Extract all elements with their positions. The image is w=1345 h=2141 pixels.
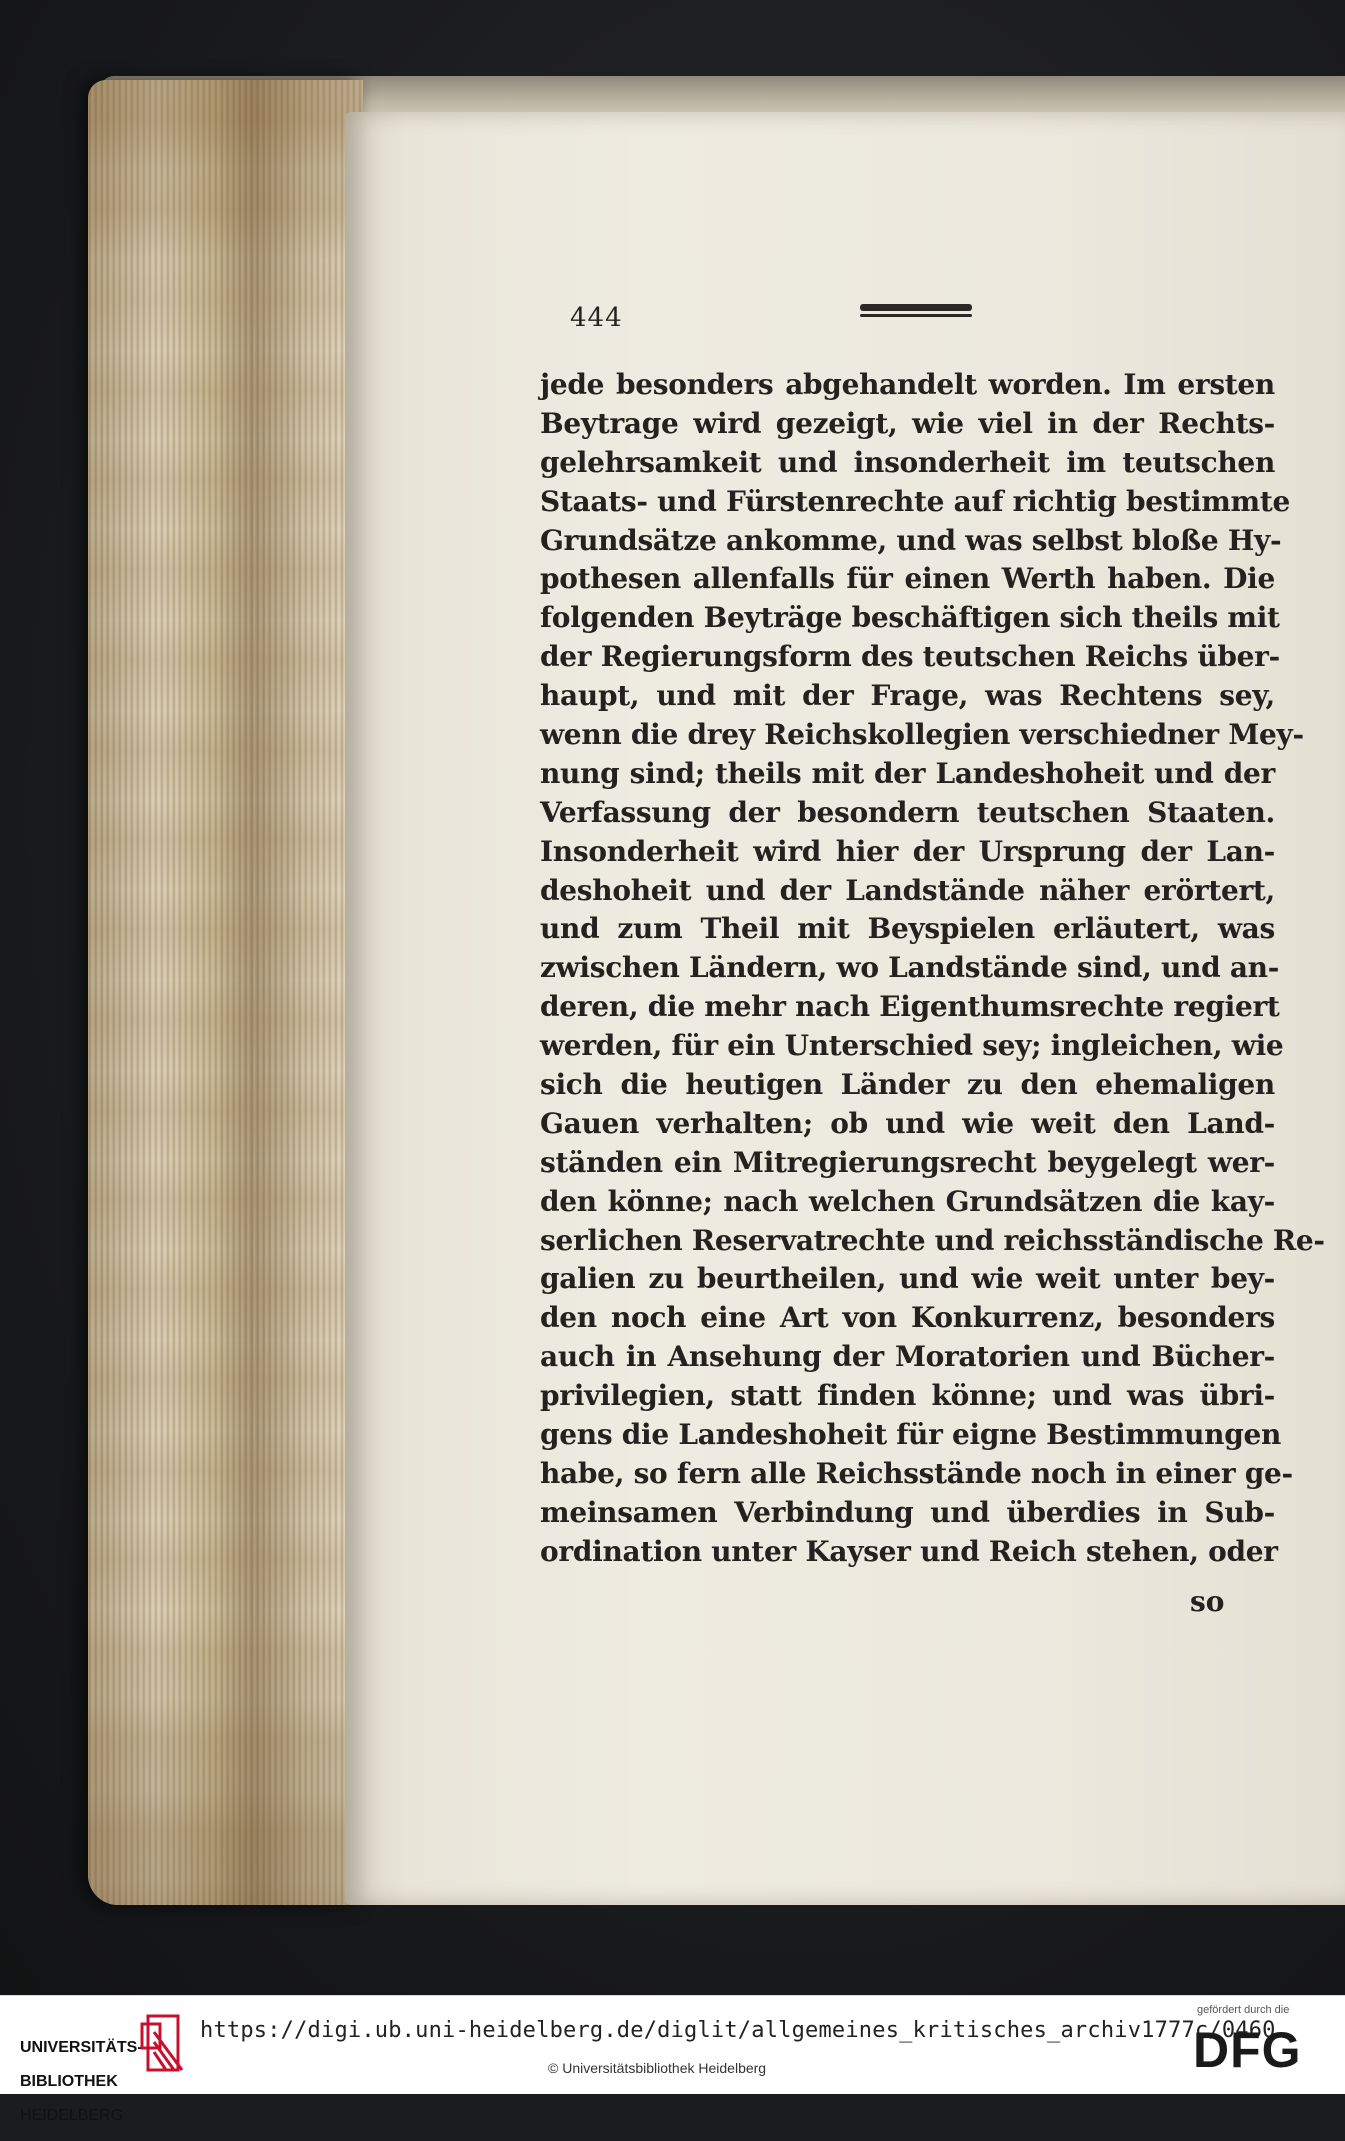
text-line: werden, für ein Unterschied sey; ingleichen, wie [540,1029,1284,1063]
permalink-url[interactable]: https://digi.ub.uni-heidelberg.de/diglit/allgemeines_kritisches_archiv1777c/0460 [200,2018,1276,2043]
funded-by-label: gefördert durch die [1197,2004,1290,2016]
library-name-line3: HEIDELBERG [20,2107,124,2124]
text-line: zwischen Ländern, wo Landstände sind, und an- [540,951,1280,985]
page-body-text [540,366,1325,1572]
text-line: nung sind; theils mit der Landeshoheit und der [540,756,1275,790]
catchword: so [1190,1585,1225,1618]
text-line: der Regierungsform des teutschen Reichs über- [540,640,1280,674]
text-line: Insonderheit wird hier der Ursprung der Lan- [540,834,1275,868]
text-line: serlichen Reservatrechte und reichsständische Re- [540,1223,1325,1257]
library-name[interactable] [20,2022,143,2141]
text-line: Gauen verhalten; ob und wie weit den Land- [540,1106,1275,1140]
text-line: haupt, und mit der Frage, was Rechtens sey, [540,679,1275,713]
text-line: folgenden Beyträge beschäftigen sich theils mit [540,601,1280,635]
text-line: habe, so fern alle Reichsstände noch in einer ge- [540,1456,1293,1490]
text-line: Grundsätze ankomme, und was selbst bloße Hy- [540,523,1282,557]
text-line: privilegien, statt finden könne; und was übri- [540,1379,1275,1413]
dfg-logo[interactable]: DFG [1193,2022,1302,2078]
text-line: gens die Landeshoheit für eigne Bestimmungen [540,1418,1282,1452]
text-line: gelehrsamkeit und insonderheit im teutschen [540,445,1275,479]
library-name-line2: BIBLIOTHEK [20,2073,118,2090]
text-line: wenn die drey Reichskollegien verschiedner Mey- [540,718,1304,752]
text-line: ordination unter Kayser und Reich stehen, oder [540,1534,1278,1568]
text-line: deshoheit und der Landstände näher erörtert, [540,873,1275,907]
text-line: meinsamen Verbindung und überdies in Sub- [540,1495,1275,1529]
text-line: ständen ein Mitregierungsrecht beygelegt wer- [540,1145,1275,1179]
text-line: deren, die mehr nach Eigenthumsrechte regiert [540,990,1280,1024]
text-line: auch in Ansehung der Moratorien und Bücher- [540,1340,1275,1374]
text-line: pothesen allenfalls für einen Werth haben. Die [540,562,1275,596]
header-rule [860,304,972,320]
page-number: 444 [570,303,623,333]
viewer-footer [0,1995,1345,2124]
text-line: den könne; nach welchen Grundsätzen die kay- [540,1184,1275,1218]
text-line: sich die heutigen Länder zu den ehemaligen [540,1068,1275,1102]
text-line: und zum Theil mit Beyspielen erläutert, was [540,912,1275,946]
book-page-edges [88,80,363,1905]
library-name-line1: UNIVERSITÄTS- [20,2039,143,2056]
text-line: jede besonders abgehandelt worden. Im ersten [540,368,1275,401]
text-line: Verfassung der besondern teutschen Staaten. [540,795,1275,829]
text-line: galien zu beurtheilen, und wie weit unter bey- [540,1262,1275,1296]
copyright-notice: © Universitätsbibliothek Heidelberg [548,2060,767,2076]
text-line: Staats- und Fürstenrechte auf richtig bestimmte [540,484,1290,518]
text-line: den noch eine Art von Konkurrenz, besonders [540,1301,1275,1335]
text-line: Beytrage wird gezeigt, wie viel in der Rechts- [540,406,1275,440]
library-logo-icon[interactable] [138,2008,186,2078]
